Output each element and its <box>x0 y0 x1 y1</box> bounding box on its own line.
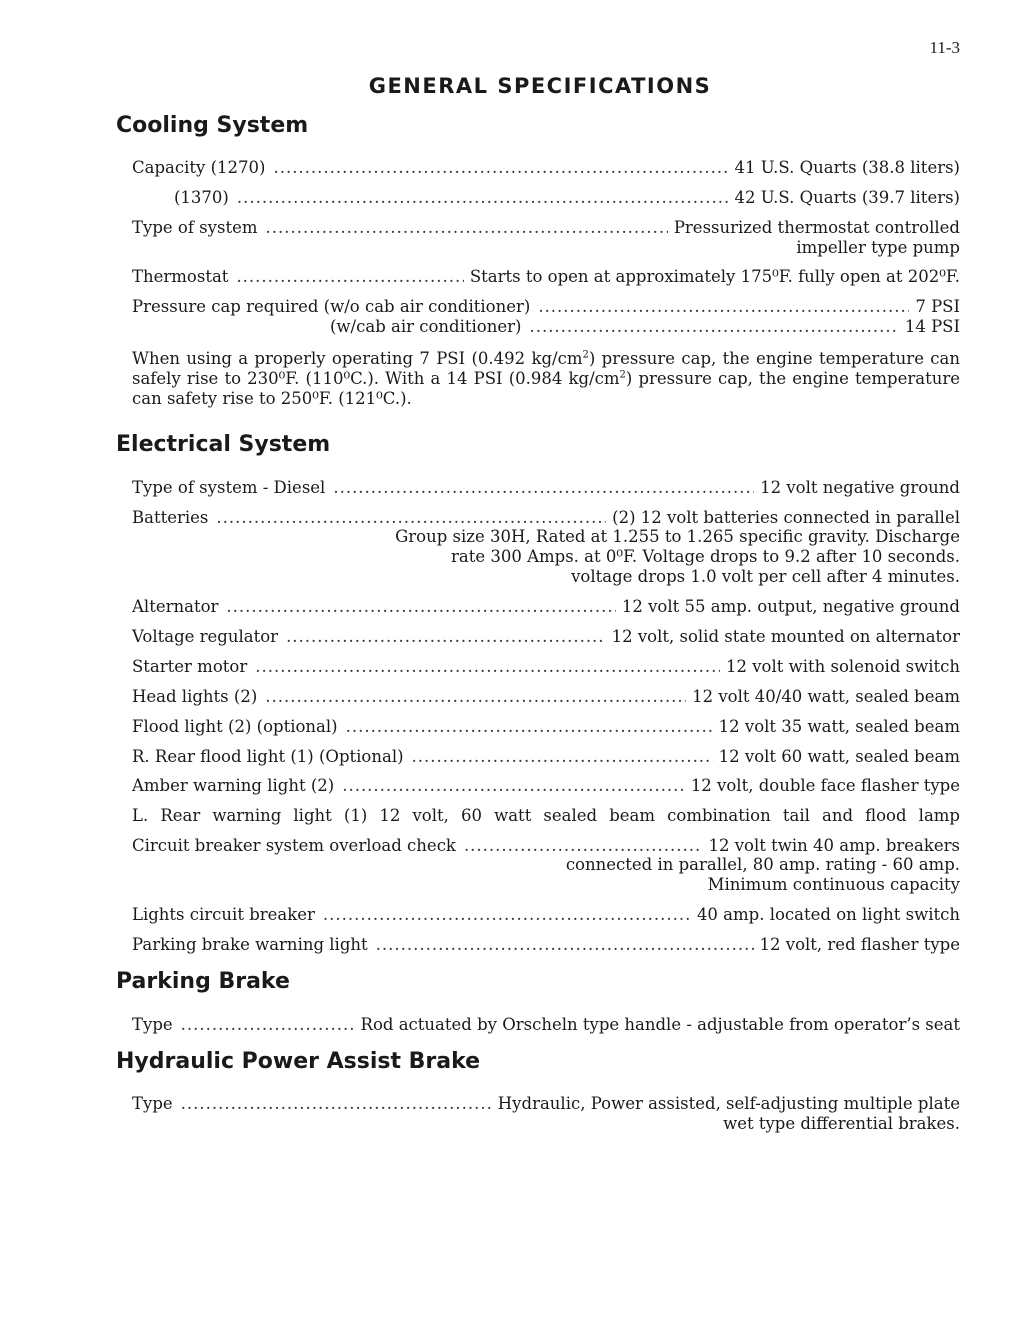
spec-value: 40 amp. located on light switch <box>696 905 960 924</box>
spec-row-thermostat <box>132 267 960 287</box>
spec-row-pressure-cap <box>132 297 960 317</box>
spec-value-continuation: connected in parallel, 80 amp. rating - 60 amp. <box>565 855 960 874</box>
spec-value-continuation: wet type differential brakes. <box>723 1114 960 1133</box>
spec-value: 12 volt, double face flasher type <box>690 776 960 795</box>
dot-leader <box>412 747 713 767</box>
page-number: 11-3 <box>929 38 960 57</box>
spec-row-parking-brake-type <box>132 1015 960 1035</box>
spec-label: Circuit breaker system overload check <box>132 836 456 855</box>
parking-brake-heading: Parking Brake <box>116 969 290 994</box>
spec-row-circuit-breaker <box>132 836 960 856</box>
dot-leader <box>376 935 754 955</box>
spec-value-continuation: voltage drops 1.0 volt per cell after 4 minutes. <box>571 567 960 586</box>
spec-value: 12 volt negative ground <box>760 478 960 497</box>
spec-label: Alternator <box>132 597 219 616</box>
spec-value: 42 U.S. Quarts (39.7 liters) <box>734 188 960 207</box>
spec-row-rear-warning-light: L. Rear warning light (1) 12 volt, 60 watt sealed beam combination tail and flood lamp <box>132 806 960 825</box>
spec-row-capacity-1270 <box>132 158 960 178</box>
spec-row-voltage-regulator <box>132 627 960 647</box>
spec-value-continuation: rate 300 Amps. at 0⁰F. Voltage drops to 9.2 after 10 seconds. <box>450 547 960 566</box>
spec-label: (w/cab air conditioner) <box>330 317 522 336</box>
dot-leader <box>236 267 463 287</box>
spec-label: Parking brake warning light <box>132 935 368 954</box>
spec-label: Starter motor <box>132 657 248 676</box>
spec-label: Pressure cap required (w/o cab air conditioner) <box>132 297 531 316</box>
note-text: ) pressure cap, the engine temperature can safety rise to 250⁰F. (121⁰C.). <box>132 369 960 408</box>
spec-row-rear-flood-light <box>132 747 960 767</box>
dot-leader <box>255 657 720 677</box>
spec-row-head-lights <box>132 687 960 707</box>
dot-leader <box>538 297 909 317</box>
spec-value: 12 volt twin 40 amp. breakers <box>708 836 960 855</box>
spec-value: 12 volt, solid state mounted on alternator <box>611 627 960 646</box>
spec-row-cooling-type <box>132 218 960 238</box>
spec-value: 12 volt 60 watt, sealed beam <box>718 747 960 766</box>
dot-leader <box>216 508 606 528</box>
spec-row-flood-light <box>132 717 960 737</box>
spec-value: Hydraulic, Power assisted, self-adjusting multiple plate <box>497 1094 960 1113</box>
spec-row-hydraulic-brake-type <box>132 1094 960 1114</box>
dot-leader <box>226 597 615 617</box>
spec-label: Flood light (2) (optional) <box>132 717 338 736</box>
note-text: When using a properly operating 7 PSI (0.492 kg/cm <box>132 349 583 368</box>
cooling-note-paragraph <box>132 349 960 409</box>
note-text: ) pressure cap, the engine temperature can safely rise to 230⁰F. (110⁰C.). With a 14 PSI (0.984 kg/cm <box>132 349 960 388</box>
dot-leader <box>237 188 729 208</box>
spec-label: Capacity (1270) <box>132 158 266 177</box>
dot-leader <box>265 687 686 707</box>
spec-row-parking-brake-warning-light <box>132 935 960 955</box>
note-superscript: 2 <box>582 349 589 361</box>
spec-value-continuation: impeller type pump <box>796 238 960 257</box>
dot-leader <box>464 836 703 856</box>
dot-leader <box>333 478 754 498</box>
spec-value: 41 U.S. Quarts (38.8 liters) <box>734 158 960 177</box>
spec-label: Voltage regulator <box>132 627 279 646</box>
spec-label: Lights circuit breaker <box>132 905 315 924</box>
dot-leader <box>323 905 691 925</box>
spec-value: Starts to open at approximately 175⁰F. fully open at 202⁰F. <box>469 267 960 286</box>
dot-leader <box>286 627 606 647</box>
spec-label: Type <box>132 1094 173 1113</box>
spec-row-pressure-cap-ac <box>132 317 960 337</box>
spec-value: 12 volt 35 watt, sealed beam <box>718 717 960 736</box>
spec-value: 7 PSI <box>915 297 960 316</box>
spec-value: 12 volt 55 amp. output, negative ground <box>621 597 960 616</box>
spec-label: Batteries <box>132 508 209 527</box>
dot-leader <box>346 717 713 737</box>
note-superscript: 2 <box>619 369 626 381</box>
dot-leader <box>529 317 898 337</box>
spec-value: 12 volt, red flasher type <box>759 935 960 954</box>
spec-label: (1370) <box>174 188 229 207</box>
spec-label: Type of system - Diesel <box>132 478 326 497</box>
dot-leader <box>265 218 667 238</box>
hydraulic-brake-heading: Hydraulic Power Assist Brake <box>116 1049 481 1074</box>
spec-row-electrical-type <box>132 478 960 498</box>
spec-label: Amber warning light (2) <box>132 776 335 795</box>
spec-row-starter-motor <box>132 657 960 677</box>
spec-value-continuation: Minimum continuous capacity <box>707 875 960 894</box>
spec-row-lights-circuit-breaker <box>132 905 960 925</box>
spec-value: 12 volt with solenoid switch <box>725 657 960 676</box>
spec-value: Rod actuated by Orscheln type handle - adjustable from operator’s seat <box>360 1015 960 1034</box>
dot-leader <box>181 1094 492 1114</box>
spec-label: R. Rear flood light (1) (Optional) <box>132 747 404 766</box>
spec-row-amber-warning-light <box>132 776 960 796</box>
spec-value-continuation: Group size 30H, Rated at 1.255 to 1.265 specific gravity. Discharge <box>395 527 960 546</box>
spec-label: Type of system <box>132 218 258 237</box>
spec-row-batteries <box>132 508 960 528</box>
spec-label: Type <box>132 1015 173 1034</box>
spec-value: (2) 12 volt batteries connected in parallel <box>612 508 960 527</box>
spec-row-capacity-1370 <box>132 188 960 208</box>
electrical-system-heading: Electrical System <box>116 432 331 457</box>
spec-label: Thermostat <box>132 267 229 286</box>
spec-value: 14 PSI <box>904 317 960 336</box>
page-title: GENERAL SPECIFICATIONS <box>368 74 712 98</box>
dot-leader <box>273 158 728 178</box>
spec-value: Pressurized thermostat controlled <box>673 218 960 237</box>
spec-value: 12 volt 40/40 watt, sealed beam <box>692 687 960 706</box>
dot-leader <box>342 776 685 796</box>
dot-leader <box>181 1015 355 1035</box>
spec-row-alternator <box>132 597 960 617</box>
spec-label: Head lights (2) <box>132 687 258 706</box>
cooling-system-heading: Cooling System <box>116 113 309 138</box>
